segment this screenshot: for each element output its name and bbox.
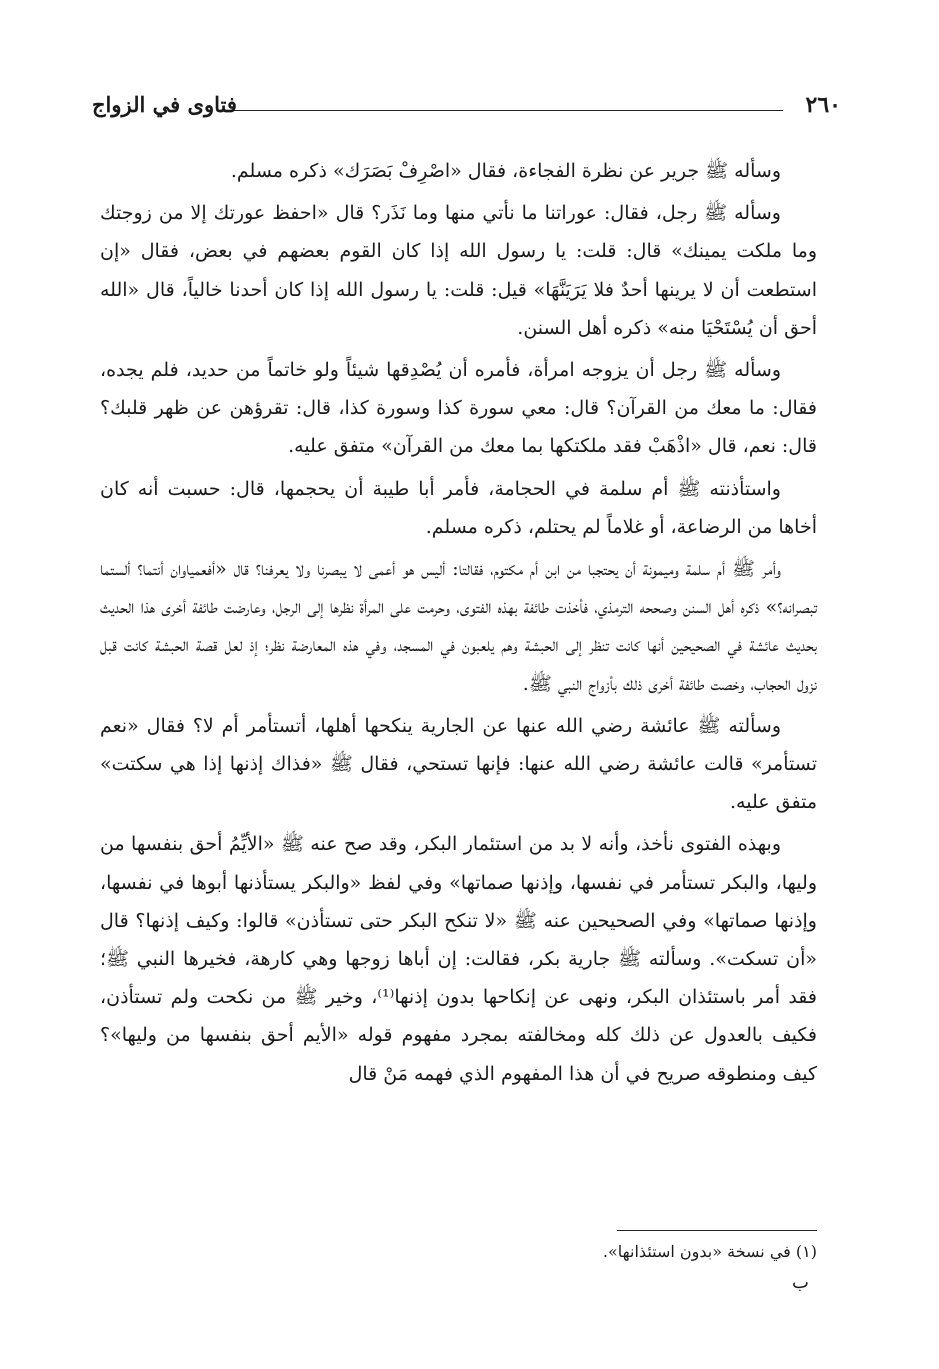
footnote-1: (١) في نسخة «بدون استئذانها». <box>602 1242 817 1261</box>
paragraph-4: واستأذنته ﷺ أم سلمة في الحجامة، فأمر أبا طيبة أن يحجمها، قال: حسبت أنه كان أخاها من الرضاعة، أو غلاماً لم يحتلم، ذكره مسلم. <box>100 477 817 538</box>
paragraph-7: وبهذه الفتوى نأخذ، وأنه لا بد من استئمار البكر، وقد صح عنه ﷺ «الأيِّمُ أحق بنفسها من وليها، والبكر تستأمر في نفسها، وإذنها صماتها» وفي لفظ «والبكر يستأذنها أبوها في نفسها، وإذنها صماتها» وفي الصحيحين عنه ﷺ «لا تنكح البكر حتى تستأذن» قالوا: وكيف إذنها؟ قال «أن تسكت». وسألته ﷺ جارية بكر، فقالت: إن أباها زوجها وهي كارهة، فخيرها النبي ﷺ؛ فقد أمر باستئذان البكر، ونهى عن إنكاحها بدون إذنها⁽¹⁾، وخير ﷺ من نكحت ولم تستأذن، فكيف بالعدول عن ذلك كله ومخالفته بمجرد مفهوم قوله «الأيم أحق بنفسها من وليها»؟ كيف ومنطوقه صريح في أن هذا المفهوم الذي فهمه مَنْ قال <box>100 833 817 1085</box>
paragraph-2: وسأله ﷺ رجل، فقال: عوراتنا ما نأتي منها وما نَذَر؟ قال «احفظ عورتك إلا من زوجتك وما ملكت يمينك» قال: قلت: يا رسول الله إذا كان القوم بعضهم في بعض، فقال «إن استطعت أن لا يرينها أحدٌ فلا يَرَيَنَّهَا» قيل: قلت: يا رسول الله إذا كان أحدنا خالياً، قال «الله أحق أن يُسْتَحْيَا منه» ذكره أهل السنن. <box>100 202 817 339</box>
paragraph-5: وأمر ﷺ أم سلمة وميمونة أن يحتجبا من ابن أم مكتوم، فقالتا: أليس هو أعمى لا يبصرنا ولا يعرفنا؟ قال «أفعمياوان أنتما؟ ألستما تبصرانه؟» ذكره أهل السنن وصححه الترمذي، فأخذت طائفة بهذه الفتوى، وحرمت على المرأة نظرها إلى الرجل، وعارضت طائفة أخرى هذا الحديث بحديث عائشة في الصحيحين أنها كانت تنظر إلى الحبشة وهم يلعبون في المسجد، وفي هذه المعارضة نظر؛ إذ لعل قصة الحبشة كانت قبل نزول الحجاب، وخصت طائفة أخرى ذلك بأزواج النبي ﷺ. <box>100 558 817 695</box>
body-text <box>100 152 817 1097</box>
running-title: فتاوى في الزواج <box>92 92 237 117</box>
catchword-mark: ب <box>792 1272 809 1293</box>
footnotes <box>100 1230 817 1265</box>
paragraph-6: وسألته ﷺ عائشة رضي الله عنها عن الجارية ينكحها أهلها، أتستأمر أم لا؟ فقال «نعم تستأمر» قالت عائشة رضي الله عنها: فإنها تستحي، فقال ﷺ «فذاك إذنها إذا هي سكتت» متفق عليه. <box>100 714 817 814</box>
page-number: ٢٦٠ <box>805 92 841 118</box>
paragraph-1: وسأله ﷺ جرير عن نظرة الفجاءة، فقال «اصْرِفْ بَصَرَك» ذكره مسلم. <box>230 160 781 182</box>
header-rule <box>232 110 783 111</box>
footnote-rule <box>617 1230 817 1231</box>
page-header <box>92 88 841 128</box>
paragraph-3: وسأله ﷺ رجل أن يزوجه امرأة، فأمره أن يُصْدِقها شيئاً ولو خاتماً من حديد، فلم يجده، فقال: ما معك من القرآن؟ قال: معي سورة كذا وسورة كذا، قال: تقرؤهن عن ظهر قلبك؟ قال: نعم، قال «اذْهَبْ فقد ملكتكها بما معك من القرآن» متفق عليه. <box>100 359 817 458</box>
